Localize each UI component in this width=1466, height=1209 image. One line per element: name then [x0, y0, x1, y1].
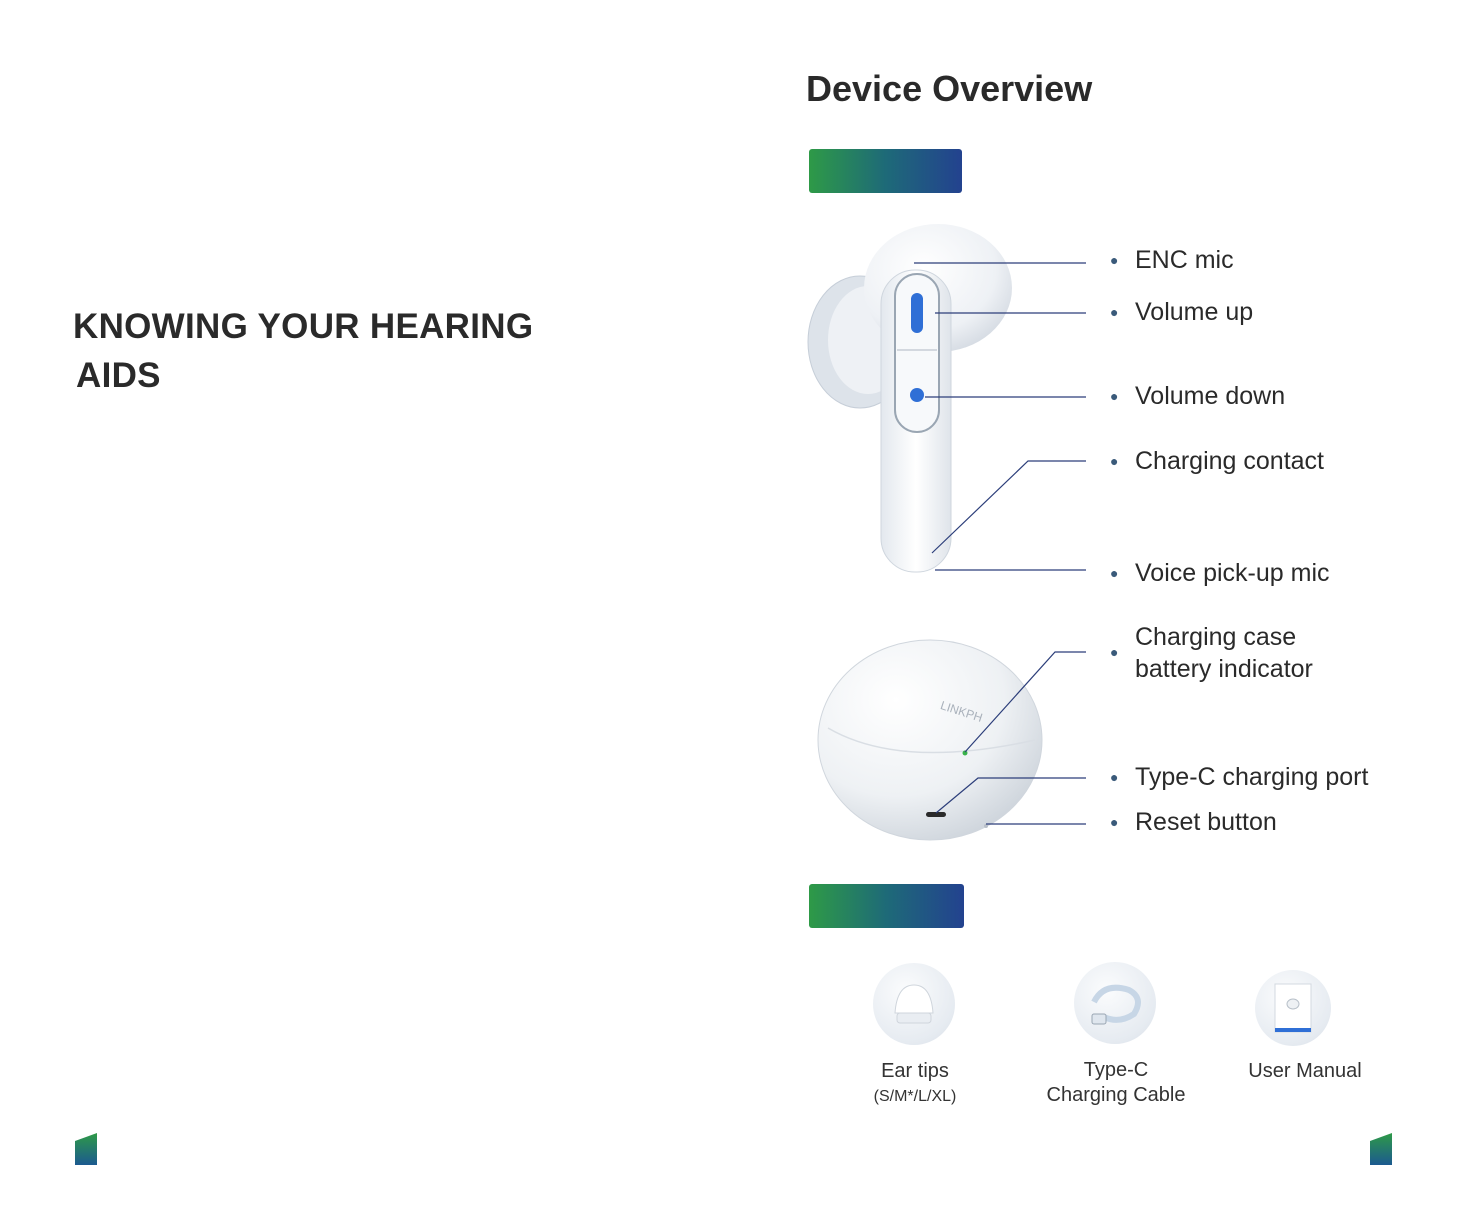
bullet-icon: ●	[1110, 769, 1119, 785]
case-logo-text: LINKPH	[938, 698, 985, 725]
ear-tips-caption	[855, 1059, 975, 1109]
battery-label-line2: battery indicator	[1135, 655, 1313, 683]
bullet-icon: ●	[1110, 252, 1119, 268]
label-battery-indicator	[1110, 621, 1313, 685]
usb-cable-icon	[1074, 962, 1156, 1044]
label-volume-up: ● Volume up	[1110, 298, 1254, 326]
label-type-c-port: ● Type-C charging port	[1110, 763, 1369, 791]
label-charging-contact: ● Charging contact	[1110, 447, 1325, 475]
page-title: Device Overview	[806, 68, 1093, 109]
bullet-icon: ●	[1110, 644, 1119, 660]
manual-image	[1255, 970, 1331, 1046]
label-enc-mic: ● ENC mic	[1110, 246, 1234, 274]
cable-caption	[1026, 1058, 1206, 1108]
label-voice-pickup-mic: ● Voice pick-up mic	[1110, 559, 1330, 587]
section-title-line1: KNOWING YOUR HEARING	[73, 307, 534, 346]
charging-case-illustration	[818, 640, 1042, 840]
cable-label-line2: Charging Cable	[1046, 1084, 1186, 1106]
ear-tips-image	[873, 963, 955, 1045]
battery-label-line1: Charging case	[1135, 623, 1297, 651]
ear-tip-icon	[873, 963, 955, 1045]
bullet-icon: ●	[1110, 814, 1119, 830]
bullet-icon: ●	[1110, 453, 1119, 469]
label-volume-down: ● Volume down	[1110, 382, 1286, 410]
ear-tips-label: Ear tips	[881, 1060, 949, 1082]
section-title-line2: AIDS	[76, 356, 161, 395]
bullet-icon: ●	[1110, 388, 1119, 404]
bullet-icon: ●	[1110, 565, 1119, 581]
label-reset-button: ● Reset button	[1110, 808, 1277, 836]
bullet-icon: ●	[1110, 304, 1119, 320]
manual-booklet-icon	[1255, 970, 1331, 1046]
cable-label-line1: Type-C	[1083, 1059, 1149, 1081]
manual-caption	[1230, 1059, 1380, 1084]
hearing-aid-illustration	[808, 224, 1012, 572]
manual-label: User Manual	[1248, 1060, 1362, 1082]
cable-image	[1074, 962, 1156, 1044]
ear-tips-sizes: (S/M*/L/XL)	[873, 1088, 957, 1105]
